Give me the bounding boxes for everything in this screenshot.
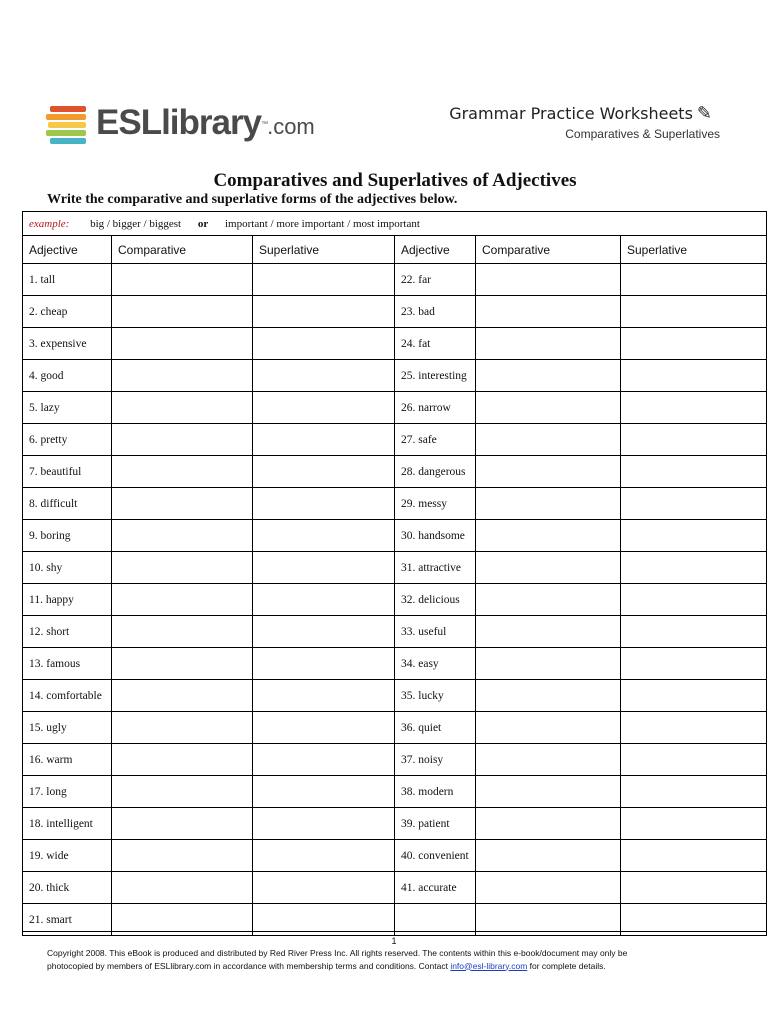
example-1: big / bigger / biggest bbox=[90, 217, 182, 230]
comparative-answer-cell[interactable] bbox=[476, 328, 621, 360]
example-row bbox=[23, 212, 767, 236]
copyright-line-1: Copyright 2008. This eBook is produced and distributed by Red River Press Inc. All rights reserved. The contents within this e-book/document may only be bbox=[47, 948, 628, 958]
comparative-answer-cell[interactable] bbox=[476, 552, 621, 584]
superlative-answer-cell[interactable] bbox=[253, 296, 395, 328]
comparative-answer-cell[interactable] bbox=[476, 584, 621, 616]
superlative-answer-cell[interactable] bbox=[621, 520, 767, 552]
table-row bbox=[23, 648, 767, 680]
books-logo-icon bbox=[44, 101, 94, 147]
table-row bbox=[23, 776, 767, 808]
superlative-answer-cell[interactable] bbox=[253, 744, 395, 776]
superlative-answer-cell[interactable] bbox=[621, 872, 767, 904]
col-superlative-right: Superlative bbox=[621, 236, 767, 264]
example-or: or bbox=[197, 217, 209, 230]
comparative-answer-cell[interactable] bbox=[112, 712, 253, 744]
copyright-line-2b: for complete details. bbox=[527, 960, 606, 971]
superlative-answer-cell[interactable] bbox=[621, 808, 767, 840]
adjective-cell: 33. useful bbox=[395, 616, 476, 648]
table-row bbox=[23, 360, 767, 392]
adjective-cell: 35. lucky bbox=[395, 680, 476, 712]
comparative-answer-cell[interactable] bbox=[112, 680, 253, 712]
adjective-cell: 6. pretty bbox=[23, 424, 112, 456]
comparative-answer-cell[interactable] bbox=[476, 392, 621, 424]
adjective-cell: 5. lazy bbox=[23, 392, 112, 424]
comparative-answer-cell[interactable] bbox=[112, 648, 253, 680]
comparative-answer-cell[interactable] bbox=[476, 616, 621, 648]
adjective-cell: 28. dangerous bbox=[395, 456, 476, 488]
table-row bbox=[23, 424, 767, 456]
worksheet-instructions: Write the comparative and superlative forms of the adjectives below. bbox=[47, 192, 458, 207]
superlative-answer-cell[interactable] bbox=[253, 840, 395, 872]
adjective-cell: 3. expensive bbox=[23, 328, 112, 360]
adjective-cell: 25. interesting bbox=[395, 360, 476, 392]
column-header-row bbox=[23, 236, 767, 264]
table-row bbox=[23, 552, 767, 584]
superlative-answer-cell[interactable] bbox=[621, 424, 767, 456]
col-adjective-right: Adjective bbox=[395, 236, 476, 264]
adjective-cell: 40. convenient bbox=[395, 840, 476, 872]
adjective-cell: 20. thick bbox=[23, 872, 112, 904]
superlative-answer-cell[interactable] bbox=[621, 776, 767, 808]
table-row bbox=[23, 520, 767, 552]
comparative-answer-cell[interactable] bbox=[112, 808, 253, 840]
superlative-answer-cell[interactable] bbox=[621, 488, 767, 520]
superlative-answer-cell[interactable] bbox=[253, 872, 395, 904]
adjective-cell: 9. boring bbox=[23, 520, 112, 552]
col-adjective-left: Adjective bbox=[23, 236, 112, 264]
table-row bbox=[23, 456, 767, 488]
adjective-cell: 19. wide bbox=[23, 840, 112, 872]
comparative-answer-cell[interactable] bbox=[476, 456, 621, 488]
superlative-answer-cell[interactable] bbox=[253, 360, 395, 392]
adjective-cell: 26. narrow bbox=[395, 392, 476, 424]
table-row bbox=[23, 328, 767, 360]
adjective-cell: 23. bad bbox=[395, 296, 476, 328]
superlative-answer-cell[interactable] bbox=[253, 456, 395, 488]
page-number: 1 bbox=[391, 936, 397, 946]
comparative-answer-cell[interactable] bbox=[112, 840, 253, 872]
adjective-cell: 37. noisy bbox=[395, 744, 476, 776]
comparative-answer-cell[interactable] bbox=[476, 776, 621, 808]
comparative-answer-cell[interactable] bbox=[476, 296, 621, 328]
adjective-cell: 34. easy bbox=[395, 648, 476, 680]
adjective-cell: 41. accurate bbox=[395, 872, 476, 904]
comparative-answer-cell[interactable] bbox=[112, 264, 253, 296]
col-comparative-right: Comparative bbox=[476, 236, 621, 264]
comparative-answer-cell[interactable] bbox=[112, 520, 253, 552]
comparative-answer-cell[interactable] bbox=[112, 424, 253, 456]
adjective-cell: 30. handsome bbox=[395, 520, 476, 552]
superlative-answer-cell[interactable] bbox=[621, 616, 767, 648]
comparative-answer-cell[interactable] bbox=[112, 616, 253, 648]
comparative-answer-cell[interactable] bbox=[112, 360, 253, 392]
adjective-cell: 29. messy bbox=[395, 488, 476, 520]
superlative-answer-cell[interactable] bbox=[621, 456, 767, 488]
comparative-answer-cell[interactable] bbox=[112, 392, 253, 424]
table-row bbox=[23, 680, 767, 712]
adjective-cell: 18. intelligent bbox=[23, 808, 112, 840]
table-row bbox=[23, 584, 767, 616]
superlative-answer-cell[interactable] bbox=[253, 264, 395, 296]
superlative-answer-cell[interactable] bbox=[253, 552, 395, 584]
adjective-cell: 10. shy bbox=[23, 552, 112, 584]
adjective-cell: 38. modern bbox=[395, 776, 476, 808]
col-comparative-left: Comparative bbox=[112, 236, 253, 264]
pencil-icon: ✎ bbox=[696, 103, 712, 124]
adjective-cell: 1. tall bbox=[23, 264, 112, 296]
example-2: important / more important / most important bbox=[225, 217, 420, 230]
adjective-cell: 13. famous bbox=[23, 648, 112, 680]
superlative-answer-cell[interactable] bbox=[621, 648, 767, 680]
comparative-answer-cell[interactable] bbox=[476, 424, 621, 456]
adjective-cell: 11. happy bbox=[23, 584, 112, 616]
example-label: example: bbox=[29, 217, 70, 230]
adjective-cell: 15. ugly bbox=[23, 712, 112, 744]
table-row bbox=[23, 616, 767, 648]
comparative-answer-cell[interactable] bbox=[476, 744, 621, 776]
adjective-cell: 32. delicious bbox=[395, 584, 476, 616]
header-subtitle: Comparatives & Superlatives bbox=[565, 127, 720, 141]
comparative-answer-cell[interactable] bbox=[112, 296, 253, 328]
adjective-cell: 21. smart bbox=[23, 904, 112, 936]
superlative-answer-cell[interactable] bbox=[253, 520, 395, 552]
superlative-answer-cell[interactable] bbox=[621, 712, 767, 744]
adjective-cell: 2. cheap bbox=[23, 296, 112, 328]
table-row bbox=[23, 392, 767, 424]
comparative-answer-cell[interactable] bbox=[112, 328, 253, 360]
adjective-cell: 31. attractive bbox=[395, 552, 476, 584]
adjective-cell: 12. short bbox=[23, 616, 112, 648]
logo-text: ESLlibrary™.com bbox=[96, 103, 315, 142]
superlative-answer-cell[interactable] bbox=[253, 808, 395, 840]
superlative-answer-cell[interactable] bbox=[621, 392, 767, 424]
comparative-answer-cell[interactable] bbox=[112, 552, 253, 584]
comparative-answer-cell[interactable] bbox=[112, 584, 253, 616]
comparative-answer-cell[interactable] bbox=[112, 488, 253, 520]
superlative-answer-cell[interactable] bbox=[621, 328, 767, 360]
superlative-answer-cell[interactable] bbox=[253, 584, 395, 616]
comparative-answer-cell[interactable] bbox=[476, 360, 621, 392]
superlative-answer-cell[interactable] bbox=[621, 584, 767, 616]
superlative-answer-cell[interactable] bbox=[253, 616, 395, 648]
comparative-answer-cell[interactable] bbox=[476, 808, 621, 840]
table-row bbox=[23, 712, 767, 744]
superlative-answer-cell[interactable] bbox=[253, 488, 395, 520]
comparative-answer-cell[interactable] bbox=[476, 712, 621, 744]
superlative-answer-cell[interactable] bbox=[621, 552, 767, 584]
adjective-cell: 27. safe bbox=[395, 424, 476, 456]
superlative-answer-cell[interactable] bbox=[253, 424, 395, 456]
footer-rule bbox=[22, 931, 766, 932]
superlative-answer-cell[interactable] bbox=[621, 840, 767, 872]
comparative-answer-cell[interactable] bbox=[476, 872, 621, 904]
col-superlative-left: Superlative bbox=[253, 236, 395, 264]
adjective-cell: 4. good bbox=[23, 360, 112, 392]
comparative-answer-cell[interactable] bbox=[112, 744, 253, 776]
comparative-answer-cell[interactable] bbox=[112, 872, 253, 904]
adjective-cell: 39. patient bbox=[395, 808, 476, 840]
superlative-answer-cell[interactable] bbox=[253, 328, 395, 360]
worksheet-title: Comparatives and Superlatives of Adjectives bbox=[213, 170, 577, 191]
adjective-cell: 8. difficult bbox=[23, 488, 112, 520]
example-cell bbox=[23, 212, 767, 236]
table-row bbox=[23, 808, 767, 840]
superlative-answer-cell[interactable] bbox=[253, 648, 395, 680]
comparative-answer-cell[interactable] bbox=[476, 520, 621, 552]
adjective-cell: 7. beautiful bbox=[23, 456, 112, 488]
worksheet-table bbox=[22, 211, 767, 936]
comparative-answer-cell[interactable] bbox=[476, 840, 621, 872]
adjective-cell: 17. long bbox=[23, 776, 112, 808]
table-row bbox=[23, 840, 767, 872]
adjective-cell: 16. warm bbox=[23, 744, 112, 776]
contact-email-link[interactable]: info@esl-library.com bbox=[450, 960, 528, 971]
superlative-answer-cell[interactable] bbox=[621, 264, 767, 296]
adjective-cell: 22. far bbox=[395, 264, 476, 296]
table-row bbox=[23, 296, 767, 328]
superlative-answer-cell[interactable] bbox=[253, 776, 395, 808]
header-title: Grammar Practice Worksheets ✎ bbox=[449, 103, 712, 124]
comparative-answer-cell[interactable] bbox=[476, 488, 621, 520]
comparative-answer-cell[interactable] bbox=[476, 680, 621, 712]
table-row bbox=[23, 744, 767, 776]
copyright-line-2a: photocopied by members of ESLlibrary.com in accordance with membership terms and conditions. Contact bbox=[47, 960, 451, 971]
superlative-answer-cell[interactable] bbox=[621, 296, 767, 328]
superlative-answer-cell[interactable] bbox=[621, 360, 767, 392]
comparative-answer-cell[interactable] bbox=[476, 264, 621, 296]
superlative-answer-cell[interactable] bbox=[621, 744, 767, 776]
adjective-cell: 24. fat bbox=[395, 328, 476, 360]
comparative-answer-cell[interactable] bbox=[112, 776, 253, 808]
table-row bbox=[23, 872, 767, 904]
adjective-cell: 14. comfortable bbox=[23, 680, 112, 712]
copyright-notice bbox=[47, 947, 747, 972]
superlative-answer-cell[interactable] bbox=[621, 680, 767, 712]
comparative-answer-cell[interactable] bbox=[476, 648, 621, 680]
table-row bbox=[23, 264, 767, 296]
superlative-answer-cell[interactable] bbox=[253, 712, 395, 744]
superlative-answer-cell[interactable] bbox=[253, 680, 395, 712]
table-row bbox=[23, 488, 767, 520]
comparative-answer-cell[interactable] bbox=[112, 456, 253, 488]
esl-library-logo bbox=[44, 101, 315, 149]
superlative-answer-cell[interactable] bbox=[253, 392, 395, 424]
adjective-cell: 36. quiet bbox=[395, 712, 476, 744]
